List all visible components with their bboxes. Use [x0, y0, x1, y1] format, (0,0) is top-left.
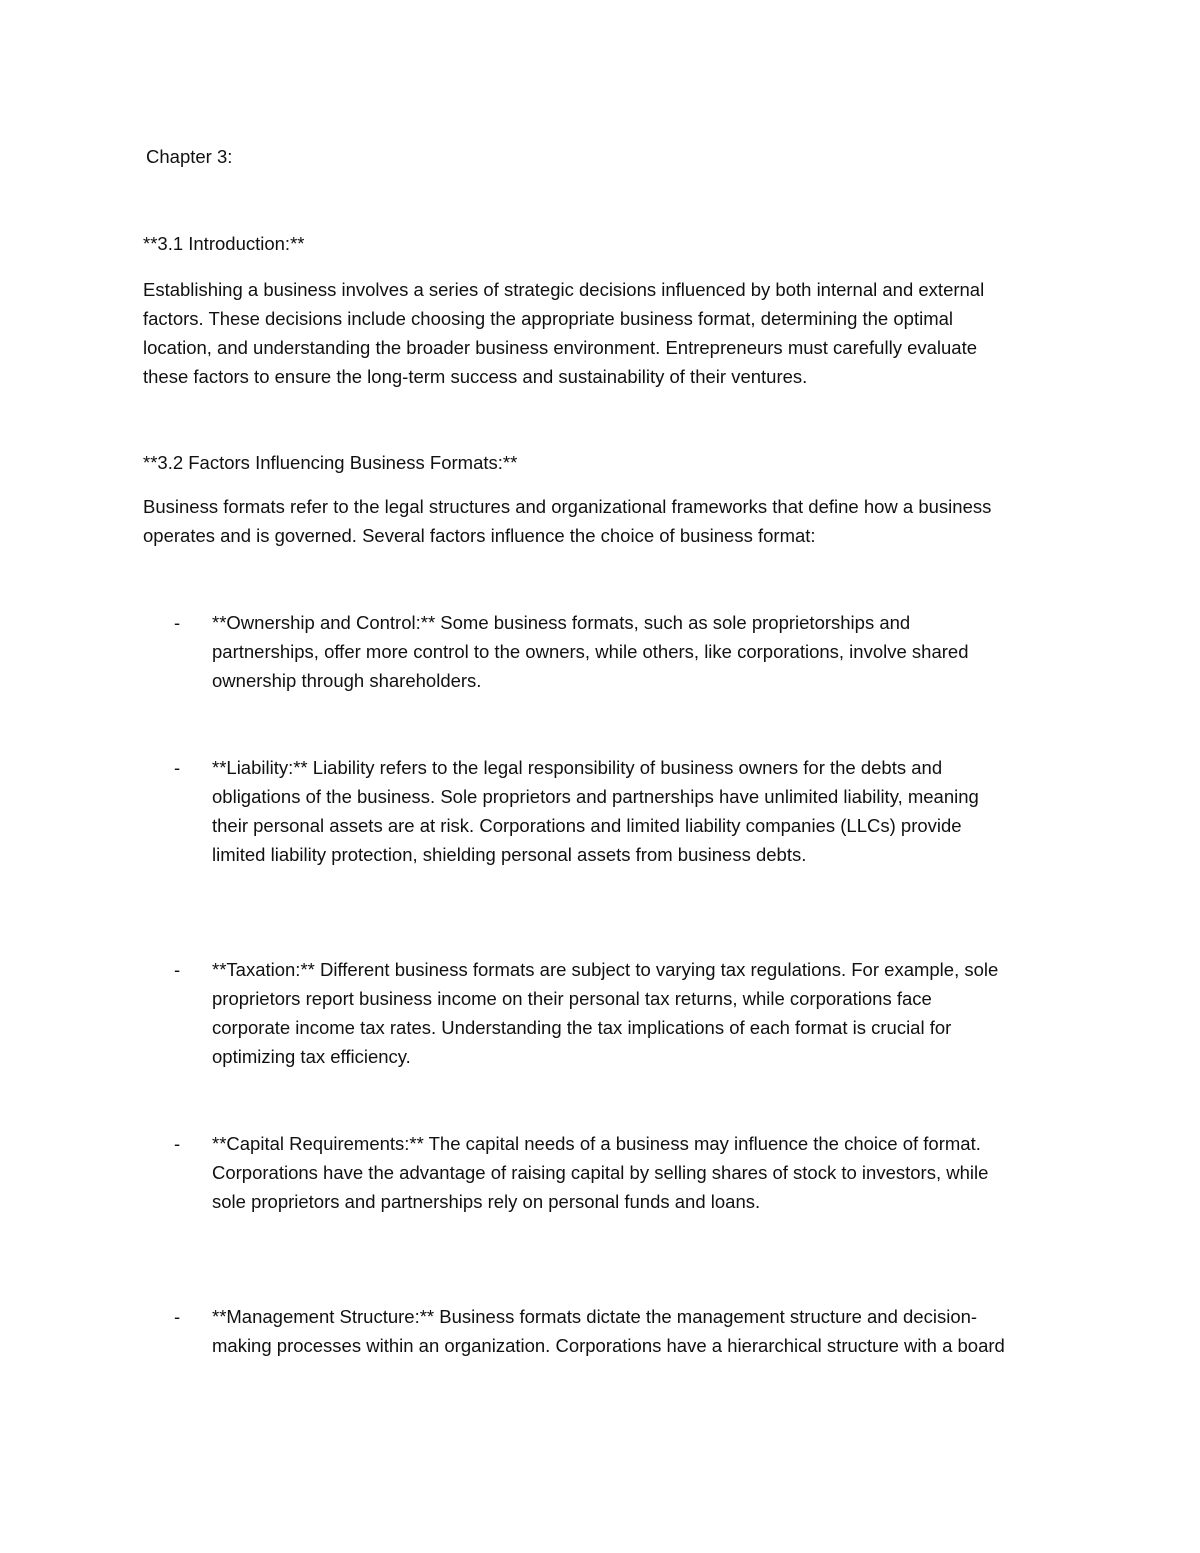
- bullet-dash: -: [174, 959, 181, 980]
- list-item-line: **Liability:** Liability refers to the legal responsibility of business owners for the debts and: [212, 757, 943, 778]
- list-item-line: their personal assets are at risk. Corporations and limited liability companies (LLCs) provide: [212, 815, 962, 836]
- paragraph-line: location, and understanding the broader business environment. Entrepreneurs must carefully evaluate: [143, 337, 978, 358]
- paragraph-line: Establishing a business involves a series of strategic decisions influenced by both internal and external: [143, 279, 985, 300]
- list-item-line: partnerships, offer more control to the owners, while others, like corporations, involve shared: [212, 641, 969, 662]
- list-item-liability: [212, 753, 1112, 869]
- bullet-dash: -: [174, 757, 181, 778]
- bullet-dash: -: [174, 612, 181, 633]
- list-item-line: corporate income tax rates. Understanding the tax implications of each format is crucial for: [212, 1017, 952, 1038]
- list-item-line: optimizing tax efficiency.: [212, 1046, 411, 1067]
- list-item-management: [212, 1302, 1112, 1360]
- list-item-line: **Management Structure:** Business formats dictate the management structure and decision-: [212, 1306, 978, 1327]
- list-item-line: ownership through shareholders.: [212, 670, 482, 691]
- paragraph-line: Business formats refer to the legal structures and organizational frameworks that define how a business: [143, 496, 992, 517]
- factors-paragraph: [143, 492, 1103, 550]
- list-item-ownership: [212, 608, 1112, 695]
- list-item-line: proprietors report business income on their personal tax returns, while corporations face: [212, 988, 932, 1009]
- list-item-line: **Ownership and Control:** Some business formats, such as sole proprietorships and: [212, 612, 911, 633]
- list-item-line: **Taxation:** Different business formats are subject to varying tax regulations. For example, sole: [212, 959, 999, 980]
- section-heading-factors: **3.2 Factors Influencing Business Formats:**: [143, 452, 518, 473]
- list-item-line: making processes within an organization. Corporations have a hierarchical structure with a board: [212, 1335, 1005, 1356]
- section-heading-introduction: **3.1 Introduction:**: [143, 233, 305, 254]
- list-item-line: sole proprietors and partnerships rely on personal funds and loans.: [212, 1191, 761, 1212]
- bullet-dash: -: [174, 1306, 181, 1327]
- list-item-line: limited liability protection, shielding personal assets from business debts.: [212, 844, 807, 865]
- chapter-title: Chapter 3:: [146, 146, 233, 167]
- list-item-line: obligations of the business. Sole proprietors and partnerships have unlimited liability, meaning: [212, 786, 979, 807]
- paragraph-line: operates and is governed. Several factors influence the choice of business format:: [143, 525, 816, 546]
- list-item-line: Corporations have the advantage of raising capital by selling shares of stock to investors, while: [212, 1162, 989, 1183]
- list-item-line: **Capital Requirements:** The capital needs of a business may influence the choice of format.: [212, 1133, 981, 1154]
- list-item-taxation: [212, 955, 1112, 1071]
- paragraph-line: factors. These decisions include choosing the appropriate business format, determining the optimal: [143, 308, 953, 329]
- bullet-dash: -: [174, 1133, 181, 1154]
- paragraph-line: these factors to ensure the long-term success and sustainability of their ventures.: [143, 366, 808, 387]
- introduction-paragraph: [143, 275, 1103, 391]
- list-item-capital: [212, 1129, 1112, 1216]
